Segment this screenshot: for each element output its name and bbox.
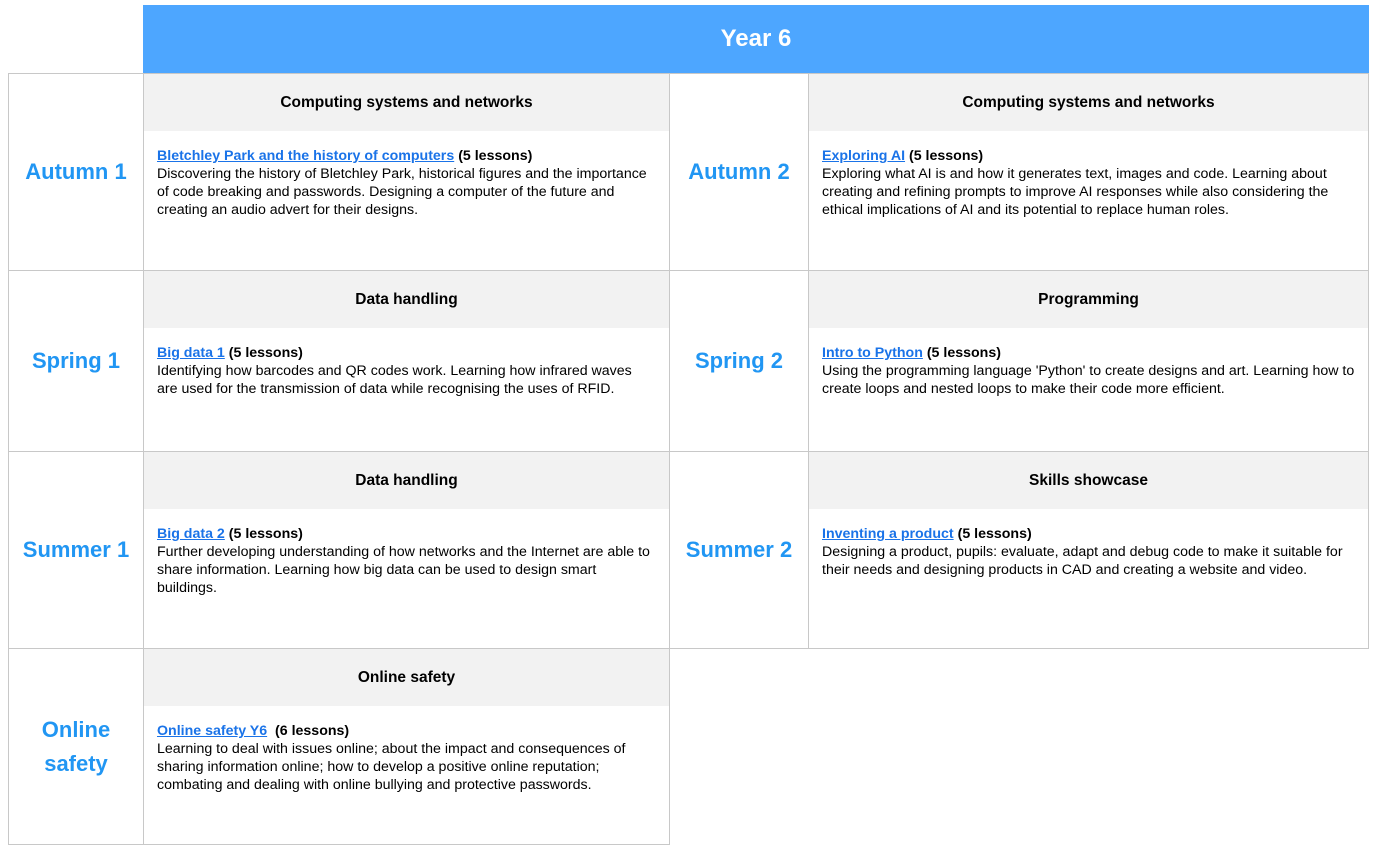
topic-heading: Data handling	[144, 271, 669, 328]
lesson-count: (5 lessons)	[957, 526, 1032, 542]
term-label: Autumn 2	[688, 159, 790, 184]
unit-card-autumn-2	[808, 73, 1369, 271]
unit-card-online-safety	[143, 648, 670, 845]
unit-card-autumn-1	[143, 73, 670, 271]
term-summer-2	[669, 451, 809, 649]
unit-details	[144, 509, 669, 597]
topic-heading: Programming	[809, 271, 1368, 328]
unit-link[interactable]: Big data 2	[157, 526, 225, 542]
term-label: Online safety	[41, 716, 111, 776]
unit-description: Exploring what AI is and how it generates text, images and code. Learning about creating and refining prompts to improve AI responses while also considering the ethical implications of AI and its potential to replace human roles.	[822, 166, 1329, 218]
unit-details	[144, 706, 669, 794]
unit-description: Learning to deal with issues online; about the impact and consequences of sharing information online; how to develop a positive online reputation; combating and dealing with online bullying and protective passwords.	[157, 741, 626, 793]
term-label: Summer 1	[22, 537, 130, 562]
term-autumn-1	[8, 73, 144, 271]
unit-description: Further developing understanding of how networks and the Internet are able to share information. Learning how big data can be used to design smart buildings.	[157, 544, 650, 596]
unit-link[interactable]: Online safety Y6	[157, 723, 268, 739]
unit-details	[144, 328, 669, 398]
unit-details	[809, 328, 1368, 398]
unit-details	[144, 131, 669, 219]
topic-heading: Data handling	[144, 452, 669, 509]
term-autumn-2	[669, 73, 809, 271]
lesson-count: (5 lessons)	[228, 526, 303, 542]
unit-link[interactable]: Bletchley Park and the history of computers	[157, 148, 455, 164]
term-label: Summer 2	[685, 537, 793, 562]
term-label: Spring 2	[694, 348, 783, 373]
year-title: Year 6	[143, 5, 1369, 73]
term-spring-1	[8, 270, 144, 452]
term-summer-1	[8, 451, 144, 649]
unit-link[interactable]: Inventing a product	[822, 526, 954, 542]
unit-details	[809, 131, 1368, 219]
topic-heading: Online safety	[144, 649, 669, 706]
unit-card-summer-2	[808, 451, 1369, 649]
topic-heading: Skills showcase	[809, 452, 1368, 509]
unit-description: Using the programming language 'Python' to create designs and art. Learning how to create loops and nested loops to make their code more efficient.	[822, 363, 1355, 397]
term-spring-2	[669, 270, 809, 452]
unit-link[interactable]: Intro to Python	[822, 345, 923, 361]
unit-link[interactable]: Big data 1	[157, 345, 225, 361]
lesson-count: (5 lessons)	[228, 345, 303, 361]
lesson-count: (5 lessons)	[926, 345, 1001, 361]
lesson-count: (6 lessons)	[275, 723, 350, 739]
lesson-count: (5 lessons)	[908, 148, 984, 164]
lesson-count: (5 lessons)	[458, 148, 533, 164]
unit-card-spring-1	[143, 270, 670, 452]
term-online-safety	[8, 648, 144, 845]
unit-description: Discovering the history of Bletchley Park, historical figures and the importance of code breaking and passwords. Designing a computer of the future and creating an audio advert for their designs.	[157, 166, 647, 218]
unit-details	[809, 509, 1368, 579]
topic-heading: Computing systems and networks	[809, 74, 1368, 131]
unit-description: Identifying how barcodes and QR codes work. Learning how infrared waves are used for the transmission of data while recognising the uses of RFID.	[157, 363, 632, 397]
topic-heading: Computing systems and networks	[144, 74, 669, 131]
term-label: Spring 1	[31, 348, 120, 373]
unit-description: Designing a product, pupils: evaluate, adapt and debug code to make it suitable for their needs and designing products in CAD and creating a website and video.	[822, 544, 1343, 578]
unit-card-summer-1	[143, 451, 670, 649]
unit-card-spring-2	[808, 270, 1369, 452]
unit-link[interactable]: Exploring AI	[822, 148, 906, 164]
term-label: Autumn 1	[25, 159, 127, 184]
